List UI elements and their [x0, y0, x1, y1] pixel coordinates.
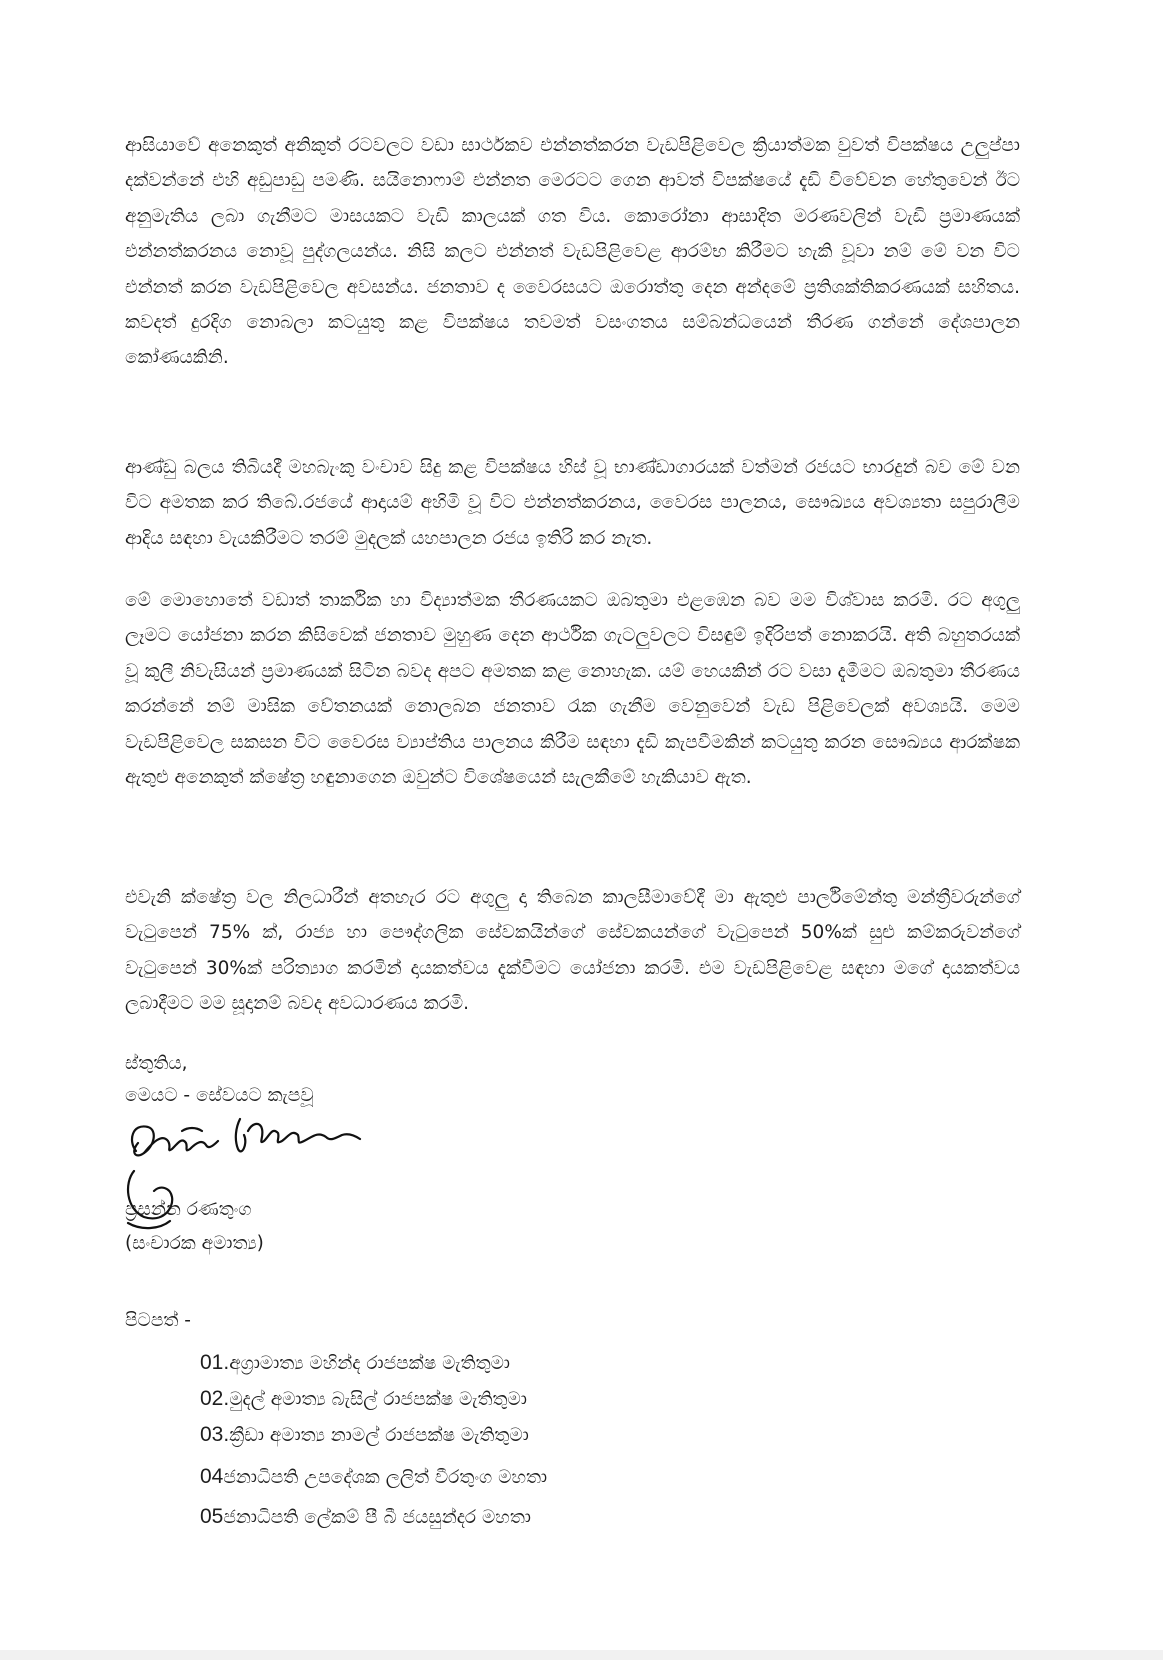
list-item-number: 02. — [200, 1387, 230, 1410]
motto: මෙයට - සේවයට කැපවූ — [125, 1085, 314, 1106]
closing-block — [125, 1048, 314, 1112]
list-item — [200, 1345, 547, 1381]
signer-title: (සංචාරක අමාත්‍ය) — [125, 1233, 264, 1254]
list-item-text: ජනාධිපති ලේකම් පී බී ජයසුන්දර මහතා — [223, 1507, 531, 1528]
paragraph-salary-contribution: එවැනි ක්ෂේත්‍ර වල නිලධාරීන් අතහැර රට අගුලු දා තිබෙන කාලසීමාවේදී මා ඇතුළු පාර්ලිමේන්තු මන්ත්‍රීවරුන්ගේ වැටුපෙන් 75% ක්, රාජ්‍ය හා පෞද්ගලික සේවකයින්ගේ සේවකයන්ගේ වැටුපෙන් 50%ක් සුළු කම්කරුවන්ගේ වැටුපෙන් 30%ක් පරිත්‍යාග කරමින් දායකත්වය දැක්වීමට යෝජනා කරමි. එම වැඩපිළිවෙළ සඳහා මගේ දායකත්වය ලබාදීමට මම සූදානම් බවද අවධාරණය කරමි. — [125, 887, 1020, 1015]
list-item — [200, 1499, 547, 1535]
list-item — [200, 1417, 547, 1453]
copies-title: පිටපත් - — [125, 1310, 191, 1331]
paragraph-lockdown: මේ මොහොතේ වඩාත් තාර්කික හා විද්‍යාත්මක තීරණයකට ඔබතුමා එළඹෙන බව මම විශ්වාස කරමි. රට අගුලු ලෑමට යෝජනා කරන කිසිවෙක් ජනතාව මුහුණ දෙන ආර්ථික ගැටලුවලට විසඳුම් ඉදිරිපත් නොකරයි. අති බහුතරයක් වූ කුලී නිවැසියන් ප්‍රමාණයක් සිටින බවද අපට අමතක කළ නොහැක. යම් හෙයකින් රට වසා දැමීමට ඔබතුමා තීරණය කරන්නේ නම් මාසික වේතනයක් නොලබන ජනතාව රැක ගැනීම වෙනුවෙන් වැඩ පිළිවෙලක් අවශ්‍යයි. මෙම වැඩපිළිවෙල සකසන විට වෛරස ව්‍යාප්තිය පාලනය කිරීම සඳහා දැඩි කැපවීමකින් කටයුතු කරන සෞඛ්‍යය ආරක්ෂක ඇතුළු අනෙකුත් ක්ෂේත්‍ර හඳුනාගෙන ඔවුන්ට විශේෂයෙන් සැලකීමේ හැකියාව ඇත. — [125, 590, 1020, 789]
paragraph-vaccination: ආසියාවේ අනෙකුත් අනිකුත් රටවලට වඩා සාර්ථකව එන්නත්කරන වැඩපිළිවෙල ක්‍රියාත්මක වුවත් විපක්ෂය උලුප්පා දක්වන්නේ එහි අඩුපාඩු පමණි. සයිනොෆාම් එන්නත මෙරටට ගෙන ආවත් විපක්ෂයේ දැඩි විවේචන හේතුවෙන් ඊට අනුමැතිය ලබා ගැනීමට මාසයකට වැඩි කාලයක් ගත විය. කොරෝනා ආසාදිත මරණවලින් වැඩි ප්‍රමාණයක් එන්නත්කරනය නොවූ පුද්ගලයන්ය. නිසි කලට එන්නත් වැඩපිළිවෙළ ආරම්භ කිරීමට හැකි වූවා නම් මේ වන විට එන්නත් කරන වැඩපිළිවෙල අවසන්ය. ජනතාව ද වෛරසයට ඔරොත්තු දෙන අන්දමේ ප්‍රතිශක්තිකරණයක් සහිතය. කවදත් දුරදිග නොබලා කටයුතු කළ විපක්ෂය තවමත් වසංගතය සම්බන්ධයෙන් තීරණ ගන්නේ දේශපාලන කෝණයකිනි. — [125, 135, 1020, 369]
list-item-text: මුදල් අමාත්‍ය බැසිල් රාජපක්ෂ මැතිතුමා — [229, 1389, 527, 1410]
list-item-number: 05 — [200, 1505, 224, 1528]
page-bottom-edge — [0, 1650, 1163, 1660]
copies-list — [200, 1345, 547, 1535]
salutation: ස්තුතිය, — [125, 1053, 188, 1074]
list-item-number: 01. — [200, 1351, 230, 1374]
signer-block — [125, 1193, 264, 1261]
list-item — [200, 1381, 547, 1417]
list-item-number: 03. — [200, 1423, 230, 1446]
list-item — [200, 1459, 547, 1495]
list-item-text: ක්‍රීඩා අමාත්‍ය නාමල් රාජපක්ෂ මැතිතුමා — [229, 1425, 529, 1446]
list-item-number: 04 — [200, 1465, 224, 1488]
paragraph-treasury: ආණ්ඩු බලය තිබියදී මහබැංකු වංචාව සිදු කළ විපක්ෂය හිස් වූ භාණ්ඩාගාරයක් වත්මන් රජයට භාරදුන් බව මේ වන විට අමතක කර තිබේ.රජයේ ආදායම් අහිමි වූ විට එන්නත්කරනය, වෛරස පාලනය, සෞඛ්‍යය අවශ්‍යතා සපුරාලීම ආදිය සඳහා වැයකිරීමට තරම් මුදලක් යහපාලන රජය ඉතිරි කර නැත. — [125, 457, 1020, 549]
signer-name: ප්‍රසන්න රණතුංග — [125, 1199, 252, 1220]
list-item-text: අග්‍රාමාත්‍ය මහින්ද රාජපක්ෂ මැතිතුමා — [229, 1353, 511, 1374]
list-item-text: ජනාධිපති උපදේශක ලලිත් වීරතුංග මහතා — [223, 1467, 548, 1488]
